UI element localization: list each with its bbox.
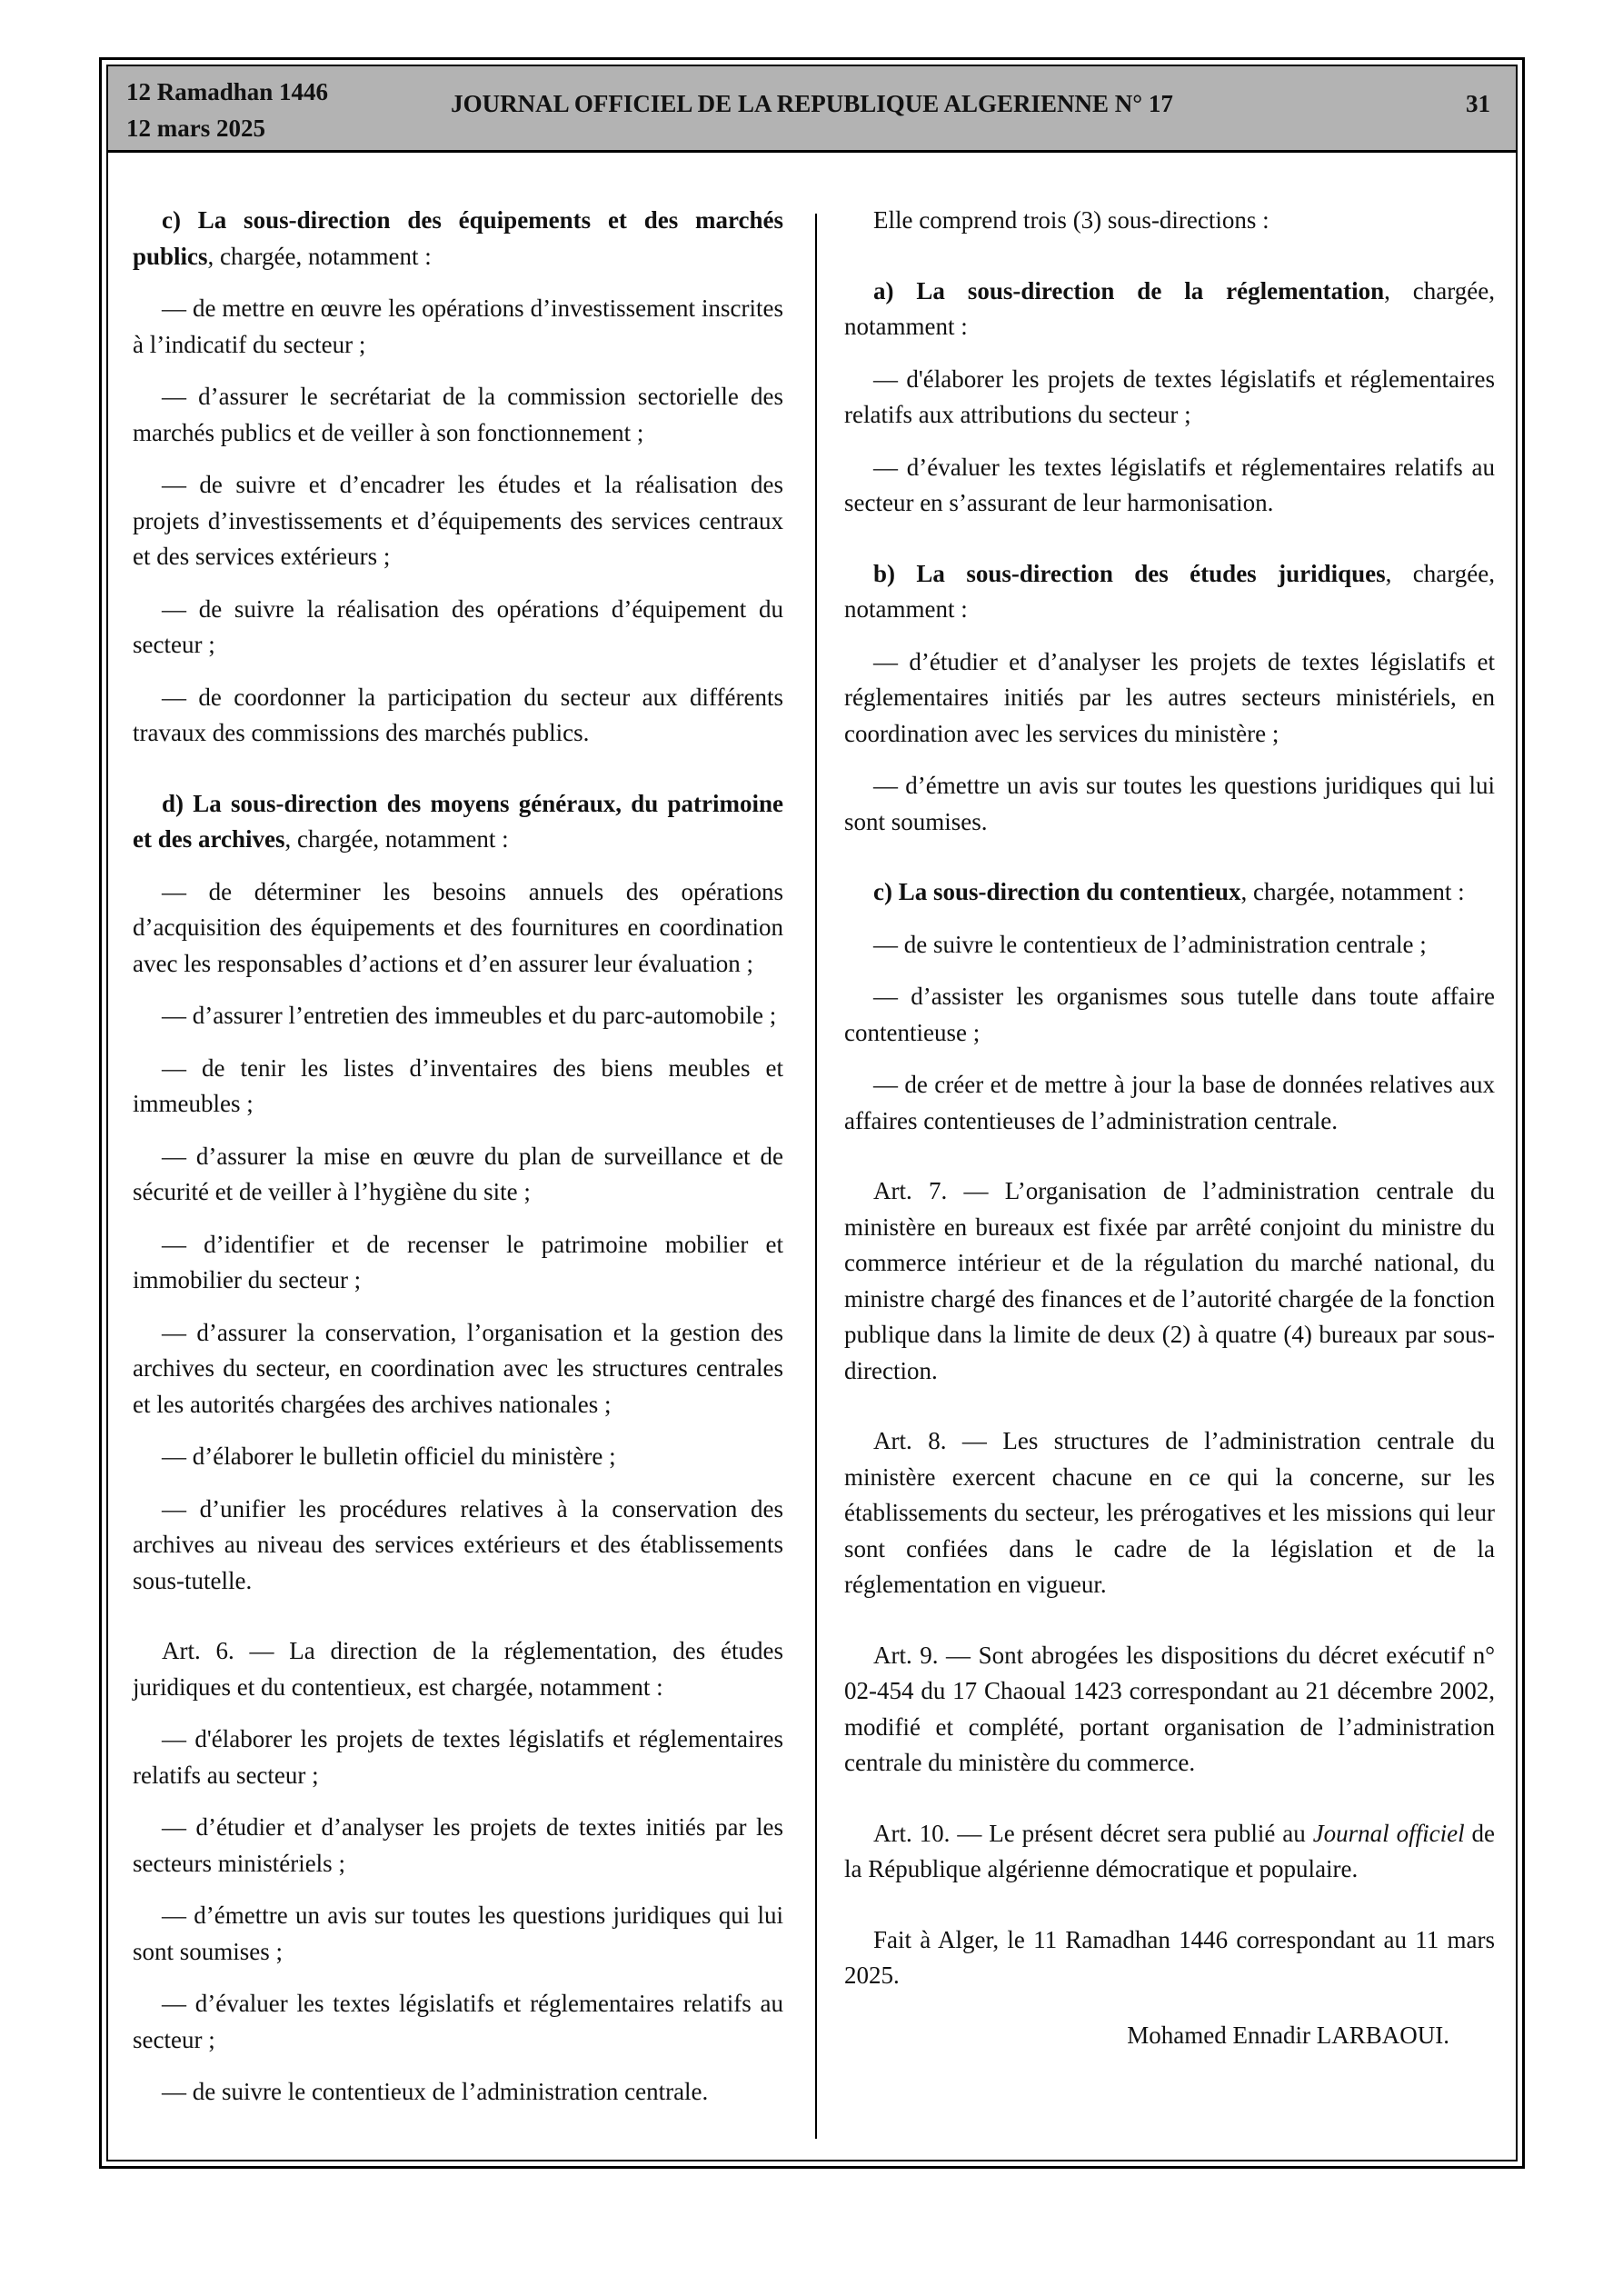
paragraph-text: , chargée, notamment : — [207, 242, 432, 270]
paragraph — [844, 1423, 1495, 1603]
paragraph-text: — d’unifier les procédures relatives à la conservation des archives au niveau des services extérieurs et des établissements sous-tutelle. — [133, 1494, 783, 1594]
paragraph — [133, 874, 783, 983]
paragraph-text: Art. 10. — Le présent décret sera publié au — [873, 1819, 1313, 1847]
paragraph — [133, 1722, 783, 1793]
paragraph — [133, 592, 783, 664]
bold-heading: c) La sous-direction du contentieux — [873, 878, 1241, 905]
header-date-gregorian: 12 mars 2025 — [126, 115, 265, 142]
paragraph — [133, 2074, 783, 2111]
paragraph-text: de la République algérienne démocratique et populaire. — [844, 1819, 1496, 1882]
paragraph-text: — de coordonner la participation du secteur aux différents travaux des commissions des marchés publics. — [133, 683, 783, 746]
paragraph — [133, 1227, 783, 1299]
paragraph-text: Art. 8. — Les structures de l’administration centrale du ministère exercent chacune en ce qui la concerne, sur les établissements du secteur, les prérogatives et les missions qui leur sont confiées dans le cadre de la législation et de la réglementation en vigueur. — [844, 1427, 1495, 1598]
paragraph-text: , chargée, notamment : — [844, 276, 1495, 340]
paragraph — [133, 998, 783, 1034]
paragraph — [844, 1816, 1495, 1888]
paragraph — [133, 680, 783, 752]
paragraph — [844, 927, 1495, 963]
journal-header — [108, 66, 1516, 153]
bold-heading: a) La sous-direction de la réglementation — [873, 276, 1385, 304]
paragraph-text: , chargée, notamment : — [1240, 878, 1465, 905]
paragraph-text: — d’évaluer les textes législatifs et réglementaires relatifs au secteur en s’assurant de leur harmonisation. — [844, 453, 1495, 516]
paragraph-text: — de déterminer les besoins annuels des opérations d’acquisition des équipements et des fournitures en coordination avec les responsables d’actions et d’en assurer leur évaluation ; — [133, 877, 783, 977]
paragraph-text: — d’assister les organismes sous tutelle dans toute affaire contentieuse ; — [844, 983, 1495, 1046]
page-frame-inner — [106, 65, 1518, 2161]
paragraph-text: — d’émettre un avis sur toutes les questions juridiques qui lui sont soumises ; — [133, 1902, 783, 1965]
paragraph — [844, 203, 1495, 239]
paragraph — [844, 450, 1495, 522]
paragraph-text: — de créer et de mettre à jour la base de données relatives aux affaires contentieuses de l’administration centrale. — [844, 1071, 1495, 1134]
signature — [844, 2018, 1495, 2054]
bold-heading: c) La sous-direction des équipements et des marchés publics — [133, 206, 783, 270]
paragraph-text: — d’élaborer le bulletin officiel du ministère ; — [162, 1442, 616, 1470]
paragraph — [844, 644, 1495, 753]
paragraph-text: Art. 6. — La direction de la réglementation, des études juridiques et du contentieux, est chargée, notamment : — [133, 1637, 783, 1701]
paragraph — [844, 1173, 1495, 1389]
paragraph-text: — d’assurer le secrétariat de la commission sectorielle des marchés publics et de veiller à son fonctionnement ; — [133, 383, 783, 446]
paragraph-text: — de mettre en œuvre les opérations d’investissement inscrites à l’indicatif du secteur ; — [133, 294, 783, 358]
paragraph-text: Fait à Alger, le 11 Ramadhan 1446 correspondant au 11 mars 2025. — [844, 1925, 1495, 1989]
paragraph-text: — d’étudier et d’analyser les projets de textes initiés par les secteurs ministériels ; — [133, 1813, 783, 1877]
paragraph-text: — de suivre le contentieux de l’administration centrale ; — [873, 930, 1427, 958]
paragraph — [844, 768, 1495, 840]
paragraph — [133, 379, 783, 451]
paragraph-text: — de tenir les listes d’inventaires des biens meubles et immeubles ; — [133, 1053, 783, 1117]
left-column — [133, 203, 783, 2111]
page-number: 31 — [1466, 90, 1490, 117]
column-divider — [815, 214, 817, 2139]
paragraph-text: — de suivre le contentieux de l’administration centrale. — [162, 2078, 709, 2105]
paragraph-text: — d’émettre un avis sur toutes les questions juridiques qui lui sont soumises. — [844, 772, 1495, 835]
paragraph-text: Elle comprend trois (3) sous-directions : — [873, 206, 1270, 234]
right-column — [844, 203, 1495, 2053]
paragraph-text: — d’évaluer les textes législatifs et réglementaires relatifs au secteur ; — [133, 1990, 783, 2053]
paragraph-text: — d’assurer la mise en œuvre du plan de surveillance et de sécurité et de veiller à l’hygiène du site ; — [133, 1142, 783, 1205]
paragraph-text: , chargée, notamment : — [844, 559, 1495, 623]
paragraph — [133, 1633, 783, 1705]
paragraph-text: Art. 7. — L’organisation de l’administration centrale du ministère en bureaux est fixée par arrêté conjoint du ministre du commerce intérieur et de la régulation du marché national, du ministre chargé des finances et de l’autorité chargée de la fonction publique dans la limite de deux (2) à quatre (4) bureaux par sous-direction. — [844, 1177, 1495, 1384]
italic-text: Journal officiel — [1312, 1819, 1465, 1847]
paragraph — [844, 274, 1495, 345]
paragraph — [844, 556, 1495, 628]
paragraph-text: Art. 9. — Sont abrogées les dispositions du décret exécutif n° 02-454 du 17 Chaoual 1423 correspondant au 21 décembre 2002, modifié et complété, portant organisation de l’administration centrale du ministère du commerce. — [844, 1641, 1495, 1776]
header-title: JOURNAL OFFICIEL DE LA REPUBLIQUE ALGERIENNE N° 17 — [451, 90, 1173, 117]
paragraph — [133, 1492, 783, 1600]
paragraph-text: — d'élaborer les projets de textes législatifs et réglementaires relatifs aux attributions du secteur ; — [844, 364, 1495, 428]
paragraph — [133, 203, 783, 275]
paragraph-text: — d’identifier et de recenser le patrimoine mobilier et immobilier du secteur ; — [133, 1230, 783, 1293]
paragraph-text: — d’assurer l’entretien des immeubles et du parc-automobile ; — [162, 1002, 777, 1029]
paragraph — [844, 874, 1495, 911]
paragraph-text: — d'élaborer les projets de textes législatifs et réglementaires relatifs au secteur ; — [133, 1725, 783, 1789]
paragraph — [844, 979, 1495, 1051]
paragraph-text: — de suivre la réalisation des opérations d’équipement du secteur ; — [133, 594, 783, 658]
paragraph — [133, 1051, 783, 1123]
paragraph — [844, 1067, 1495, 1139]
bold-heading: b) La sous-direction des études juridiques — [873, 559, 1386, 587]
paragraph-text: — de suivre et d’encadrer les études et la réalisation des projets d’investissements et d’équipements des services centraux et des services extérieurs ; — [133, 471, 783, 570]
paragraph-text: , chargée, notamment : — [284, 825, 509, 853]
paragraph — [133, 1139, 783, 1211]
page-frame — [99, 57, 1525, 2169]
paragraph — [844, 1922, 1495, 1994]
paragraph — [133, 1315, 783, 1423]
paragraph — [133, 1986, 783, 2058]
header-date-hijri: 12 Ramadhan 1446 — [126, 78, 329, 105]
paragraph — [844, 362, 1495, 434]
paragraph — [133, 786, 783, 858]
paragraph — [133, 1439, 783, 1475]
paragraph — [133, 1810, 783, 1882]
bold-heading: d) La sous-direction des moyens généraux, du patrimoine et des archives — [133, 789, 783, 853]
paragraph — [844, 1638, 1495, 1782]
paragraph — [133, 1898, 783, 1970]
paragraph-text: — d’étudier et d’analyser les projets de textes législatifs et réglementaires initiés par les autres secteurs ministériels, en coordination avec les services du ministère ; — [844, 647, 1495, 747]
paragraph — [133, 467, 783, 575]
paragraph-text: — d’assurer la conservation, l’organisation et la gestion des archives du secteur, en coordination avec les structures centrales et les autorités chargées des archives nationales ; — [133, 1318, 783, 1418]
paragraph-text: Mohamed Ennadir LARBAOUI. — [1127, 2021, 1449, 2049]
paragraph — [133, 291, 783, 363]
